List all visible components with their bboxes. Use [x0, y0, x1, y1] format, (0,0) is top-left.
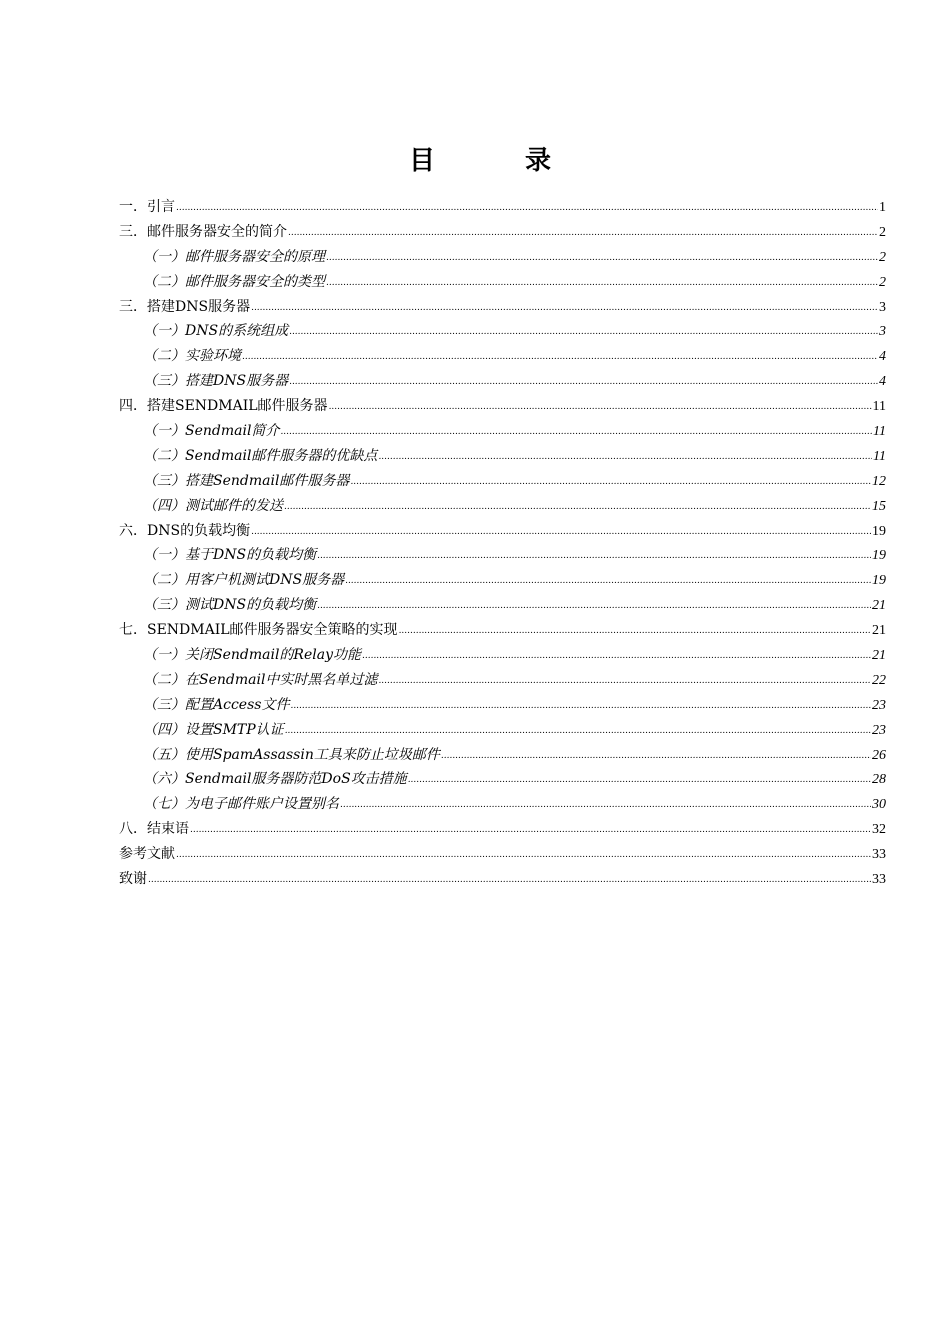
toc-dot-leader [289, 370, 878, 395]
toc-entry[interactable] [119, 767, 886, 792]
toc-dot-leader [251, 520, 871, 545]
toc-entry-page-number: 30 [872, 797, 886, 813]
toc-entry[interactable] [119, 220, 886, 245]
toc-dot-leader [290, 694, 871, 719]
toc-entry[interactable] [119, 270, 886, 295]
toc-entry-page-number: 11 [872, 399, 886, 415]
toc-entry-page-number: 23 [872, 697, 886, 713]
toc-entry-page-number: 19 [872, 573, 886, 589]
toc-entry-label: （三）搭建Sendmail邮件服务器 [143, 472, 350, 489]
toc-entry-page-number: 21 [872, 598, 886, 614]
toc-entry-label: （一）DNS的系统组成 [143, 323, 289, 340]
toc-entry-label: （一）邮件服务器安全的原理 [143, 248, 325, 265]
toc-entry-page-number: 2 [879, 274, 886, 290]
toc-entry-label: （二）在Sendmail中实时黑名单过滤 [143, 671, 378, 688]
toc-entry[interactable] [119, 842, 886, 867]
toc-entry[interactable] [119, 519, 886, 544]
toc-entry-label: 参考文献 [119, 846, 175, 863]
toc-entry-label: 八．结束语 [119, 821, 189, 838]
toc-dot-leader [441, 744, 871, 769]
toc-entry[interactable] [119, 543, 886, 568]
toc-dot-leader [350, 470, 871, 495]
toc-entry-page-number: 4 [879, 349, 886, 365]
toc-dot-leader [317, 544, 871, 569]
toc-dot-leader [280, 420, 872, 445]
toc-entry[interactable] [119, 295, 886, 320]
toc-dot-leader [340, 793, 871, 818]
toc-entry[interactable] [119, 668, 886, 693]
toc-entry[interactable] [119, 245, 886, 270]
toc-entry-label: （二）用客户机测试DNS服务器 [143, 572, 345, 589]
toc-entry-label: （二）Sendmail邮件服务器的优缺点 [143, 447, 378, 464]
toc-entry-page-number: 15 [872, 498, 886, 514]
toc-entry[interactable] [119, 319, 886, 344]
toc-entry[interactable] [119, 817, 886, 842]
toc-entry-label: 四．搭建SENDMAIL邮件服务器 [119, 398, 328, 415]
toc-entry[interactable] [119, 469, 886, 494]
toc-entry-page-number: 4 [879, 374, 886, 390]
toc-dot-leader [378, 669, 871, 694]
toc-dot-leader [288, 221, 878, 246]
toc-entry-page-number: 32 [872, 822, 886, 838]
toc-entry[interactable] [119, 718, 886, 743]
toc-entry[interactable] [119, 593, 886, 618]
toc-entry[interactable] [119, 444, 886, 469]
toc-entry[interactable] [119, 618, 886, 643]
toc-entry[interactable] [119, 369, 886, 394]
toc-entry[interactable] [119, 195, 886, 220]
toc-entry[interactable] [119, 643, 886, 668]
toc-dot-leader [329, 395, 872, 420]
toc-entry-page-number: 33 [872, 872, 886, 888]
toc-entry-label: （七）为电子邮件账户设置别名 [143, 796, 339, 813]
toc-entry[interactable] [119, 792, 886, 817]
toc-dot-leader [176, 843, 871, 868]
toc-dot-leader [176, 196, 878, 221]
toc-dot-leader [378, 445, 872, 470]
toc-entry-label: （一）Sendmail简介 [143, 423, 280, 440]
toc-entry-label: （三）搭建DNS服务器 [143, 373, 289, 390]
toc-entry-page-number: 1 [879, 200, 886, 215]
toc-entry-page-number: 12 [872, 473, 886, 489]
toc-dot-leader [284, 495, 871, 520]
toc-dot-leader [408, 768, 871, 793]
toc-entry-label: （二）邮件服务器安全的类型 [143, 273, 325, 290]
toc-dot-leader [148, 868, 871, 893]
toc-entry-label: 七．SENDMAIL邮件服务器安全策略的实现 [119, 622, 398, 639]
toc-dot-leader [345, 569, 871, 594]
toc-dot-leader [399, 619, 871, 644]
toc-dot-leader [289, 320, 878, 345]
toc-entry-page-number: 3 [879, 299, 886, 315]
toc-entry-page-number: 19 [872, 548, 886, 564]
toc-list [119, 195, 886, 892]
toc-entry[interactable] [119, 693, 886, 718]
toc-entry-label: （二）实验环境 [143, 348, 241, 365]
toc-entry-label: （四）测试邮件的发送 [143, 497, 283, 514]
toc-dot-leader [326, 271, 878, 296]
toc-dot-leader [251, 296, 878, 321]
toc-entry[interactable] [119, 394, 886, 419]
toc-entry-label: （三）配置Access文件 [143, 696, 290, 713]
toc-entry-page-number: 3 [879, 324, 886, 340]
toc-entry-page-number: 21 [872, 648, 886, 664]
toc-entry[interactable] [119, 568, 886, 593]
toc-entry-page-number: 22 [872, 672, 886, 688]
toc-entry-label: （六）Sendmail服务器防范DoS攻击措施 [143, 771, 407, 788]
toc-entry-label: （一）基于DNS的负载均衡 [143, 547, 317, 564]
toc-entry-label: （五）使用SpamAssassin工具来防止垃圾邮件 [143, 746, 440, 763]
toc-entry-page-number: 11 [873, 424, 886, 440]
toc-entry-page-number: 23 [872, 722, 886, 738]
toc-dot-leader [285, 719, 871, 744]
toc-entry-label: （一）关闭Sendmail的Relay功能 [143, 647, 361, 664]
toc-entry[interactable] [119, 494, 886, 519]
toc-entry-label: 致谢 [119, 871, 147, 888]
toc-entry[interactable] [119, 344, 886, 369]
toc-dot-leader [317, 594, 871, 619]
toc-dot-leader [326, 246, 878, 271]
toc-entry-label: （三）测试DNS的负载均衡 [143, 597, 317, 614]
toc-title: 目 录 [408, 146, 583, 176]
toc-entry-page-number: 19 [872, 523, 886, 539]
toc-entry-page-number: 21 [872, 623, 886, 639]
toc-entry-label: 一．引言 [119, 199, 175, 215]
toc-dot-leader [190, 818, 871, 843]
toc-entry-page-number: 2 [879, 249, 886, 265]
toc-entry-page-number: 28 [872, 772, 886, 788]
toc-entry-page-number: 2 [879, 224, 886, 240]
toc-entry-page-number: 33 [872, 847, 886, 863]
toc-entry[interactable] [119, 743, 886, 768]
toc-entry-label: 六．DNS的负载均衡 [119, 522, 251, 539]
toc-entry-page-number: 26 [872, 747, 886, 763]
toc-dot-leader [362, 644, 871, 669]
toc-entry[interactable] [119, 419, 886, 444]
toc-entry-label: 三．搭建DNS服务器 [119, 298, 251, 315]
toc-entry[interactable] [119, 867, 886, 892]
toc-dot-leader [242, 345, 878, 370]
toc-entry-label: 三．邮件服务器安全的简介 [119, 223, 287, 240]
toc-entry-page-number: 11 [873, 448, 886, 464]
toc-entry-label: （四）设置SMTP认证 [143, 721, 284, 738]
